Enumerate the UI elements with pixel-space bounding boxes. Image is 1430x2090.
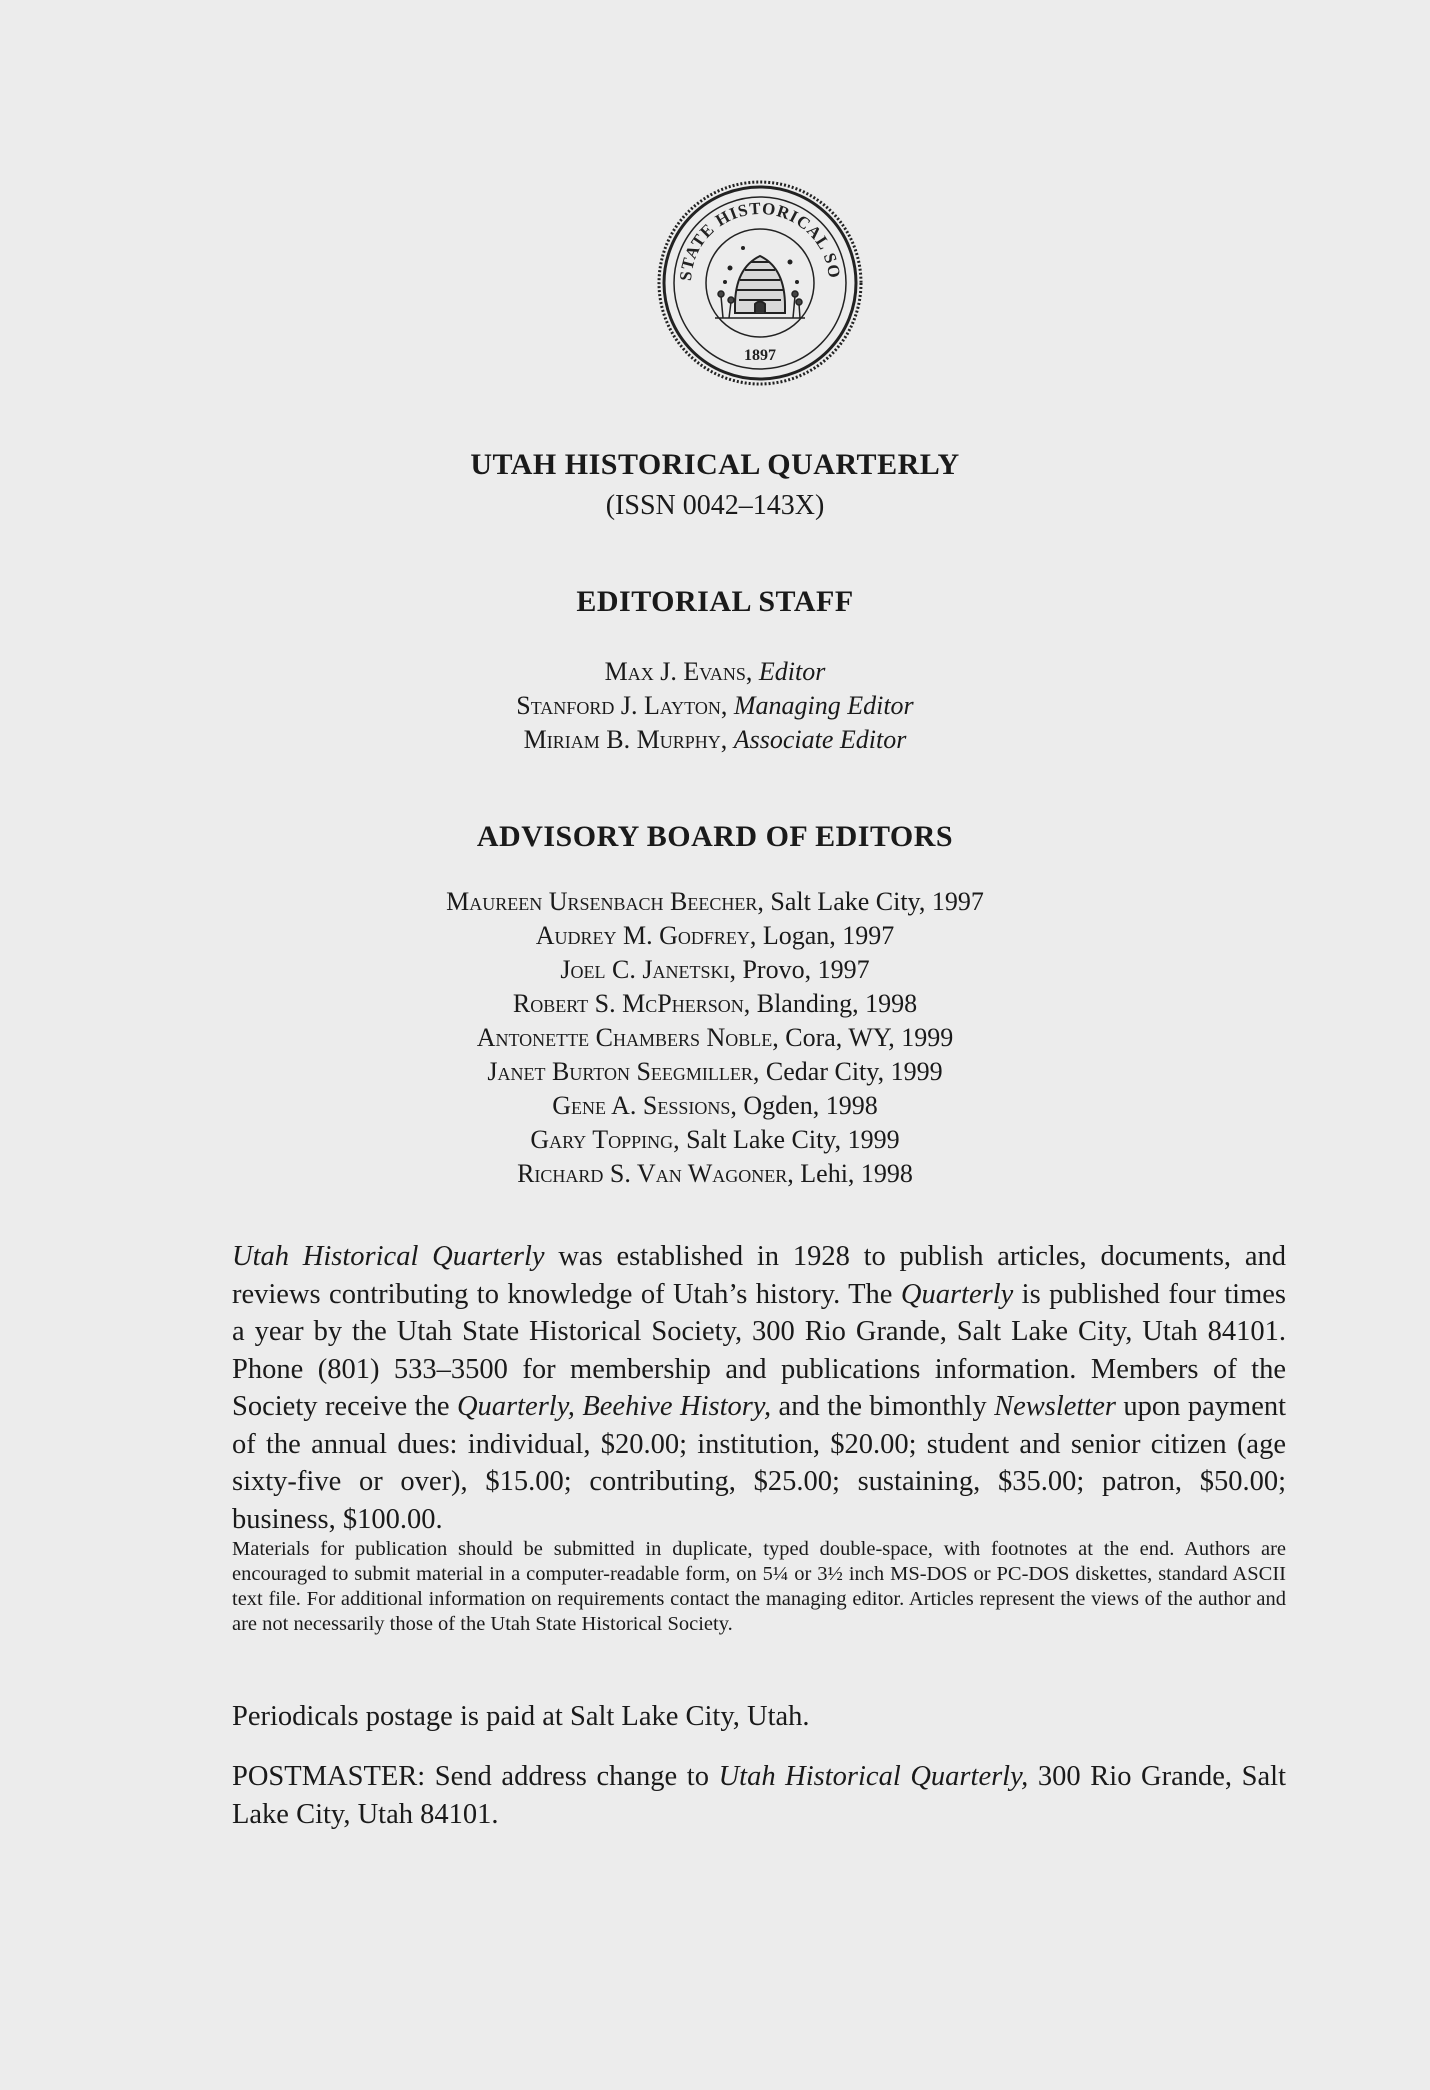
postmaster-notice [232,1758,1286,1833]
board-member-detail: Salt Lake City, 1999 [686,1125,900,1154]
board-member-name: Richard S. Van Wagoner [517,1159,788,1188]
issn-number: (ISSN 0042–143X) [605,490,825,521]
about-text: and the bimonthly [771,1391,995,1422]
postmaster-lead: POSTMASTER: Send address change to [232,1761,719,1792]
board-member: Joel C. Janetski, Provo, 1997 [560,955,870,984]
board-member: Audrey M. Godfrey, Logan, 1997 [535,921,895,950]
board-member-name: Gary Topping [530,1125,674,1154]
board-member-detail: Lehi, 1998 [800,1159,913,1188]
seal-ring-text: STATE HISTORICAL SO [675,198,845,282]
board-member-detail: Ogden, 1998 [743,1091,878,1120]
board-member-name: Joel C. Janetski [560,955,730,984]
staff-role: Managing Editor [733,691,914,720]
beehive-seal-icon [655,178,865,388]
staff-name: Miriam B. Murphy [523,725,721,754]
about-text: is published four times a year by the Utah State Historical Society, 300 Rio Grande, Salt Lake City, Utah 84101. Phone (801) 533–3500 for membership and publications information. Members of the Society receive the [232,1278,1286,1422]
staff-role: Editor [758,657,826,686]
editorial-staff-heading: EDITORIAL STAFF [576,585,854,618]
seal-year: 1897 [744,347,776,364]
historical-society-seal [655,178,865,388]
board-member-detail: Cedar City, 1999 [765,1057,943,1086]
about-paragraph [232,1238,1286,1538]
quarterly-italic: Quarterly [900,1278,1014,1310]
staff-name: Stanford J. Layton [516,691,721,720]
board-member: Gene A. Sessions, Ogden, 1998 [552,1091,878,1120]
journal-name-italic: Utah Historical Quarterly [232,1241,545,1272]
staff-member: Max J. Evans, Editor [604,657,826,686]
postage-notice: Periodicals postage is paid at Salt Lake City, Utah. [232,1701,810,1732]
board-member-name: Robert S. McPherson [512,989,744,1018]
advisory-board-heading: ADVISORY BOARD OF EDITORS [476,820,954,853]
board-member-detail: Logan, 1997 [762,921,895,950]
board-member-detail: Blanding, 1998 [756,989,918,1018]
board-member-name: Maureen Ursenbach Beecher [446,887,758,916]
board-member-name: Janet Burton Seegmiller [487,1057,753,1086]
board-member-detail: Salt Lake City, 1997 [770,887,984,916]
board-member-name: Audrey M. Godfrey [535,921,750,950]
journal-name-italic: Utah Historical Quarterly, [718,1761,1029,1792]
staff-member: Miriam B. Murphy, Associate Editor [523,725,907,754]
about-text: was established in 1928 to publish articles, documents, and reviews contributing to knowledge of Utah’s history. The [232,1241,1286,1310]
board-member-detail: Cora, WY, 1999 [785,1023,954,1052]
board-member-name: Antonette Chambers Noble [476,1023,773,1052]
staff-role: Associate Editor [733,725,907,754]
staff-name: Max J. Evans [604,657,746,686]
staff-member: Stanford J. Layton, Managing Editor [516,691,914,720]
board-member-detail: Provo, 1997 [742,955,870,984]
advisory-board-list [0,885,1430,1191]
beehive-history-italic: Beehive History, [582,1391,772,1422]
board-member: Robert S. McPherson, Blanding, 1998 [512,989,918,1018]
postmaster-address: 300 Rio Grande, Salt Lake City, Utah 84101. [232,1761,1286,1830]
board-member: Maureen Ursenbach Beecher, Salt Lake City, 1997 [446,887,984,916]
board-member-name: Gene A. Sessions [552,1091,731,1120]
editorial-staff-list [0,655,1430,757]
board-member: Gary Topping, Salt Lake City, 1999 [530,1125,900,1154]
submissions-paragraph: Materials for publication should be submitted in duplicate, typed double-space, with footnotes at the end. Authors are encouraged to submit material in a computer-readable form, on 5¼ or 3½ inch MS-DOS or PC-DOS diskettes, standard ASCII text file. For additional information on requirements contact the managing editor. Articles represent the views of the author and are not necessarily those of the Utah State Historical Society. [232,1538,1286,1635]
about-text: upon payment of the annual dues: individual, $20.00; institution, $20.00; student and senior citizen (age sixty-five or over), $15.00; contributing, $25.00; sustaining, $35.00; patron, $50.00; business, $100.00. [232,1391,1287,1535]
board-member: Antonette Chambers Noble, Cora, WY, 1999 [476,1023,954,1052]
journal-title: UTAH HISTORICAL QUARTERLY [470,448,960,481]
newsletter-italic: Newsletter [994,1391,1116,1422]
board-member: Janet Burton Seegmiller, Cedar City, 1999 [487,1057,943,1086]
board-member: Richard S. Van Wagoner, Lehi, 1998 [517,1159,913,1188]
quarterly-italic: Quarterly, [456,1391,575,1422]
